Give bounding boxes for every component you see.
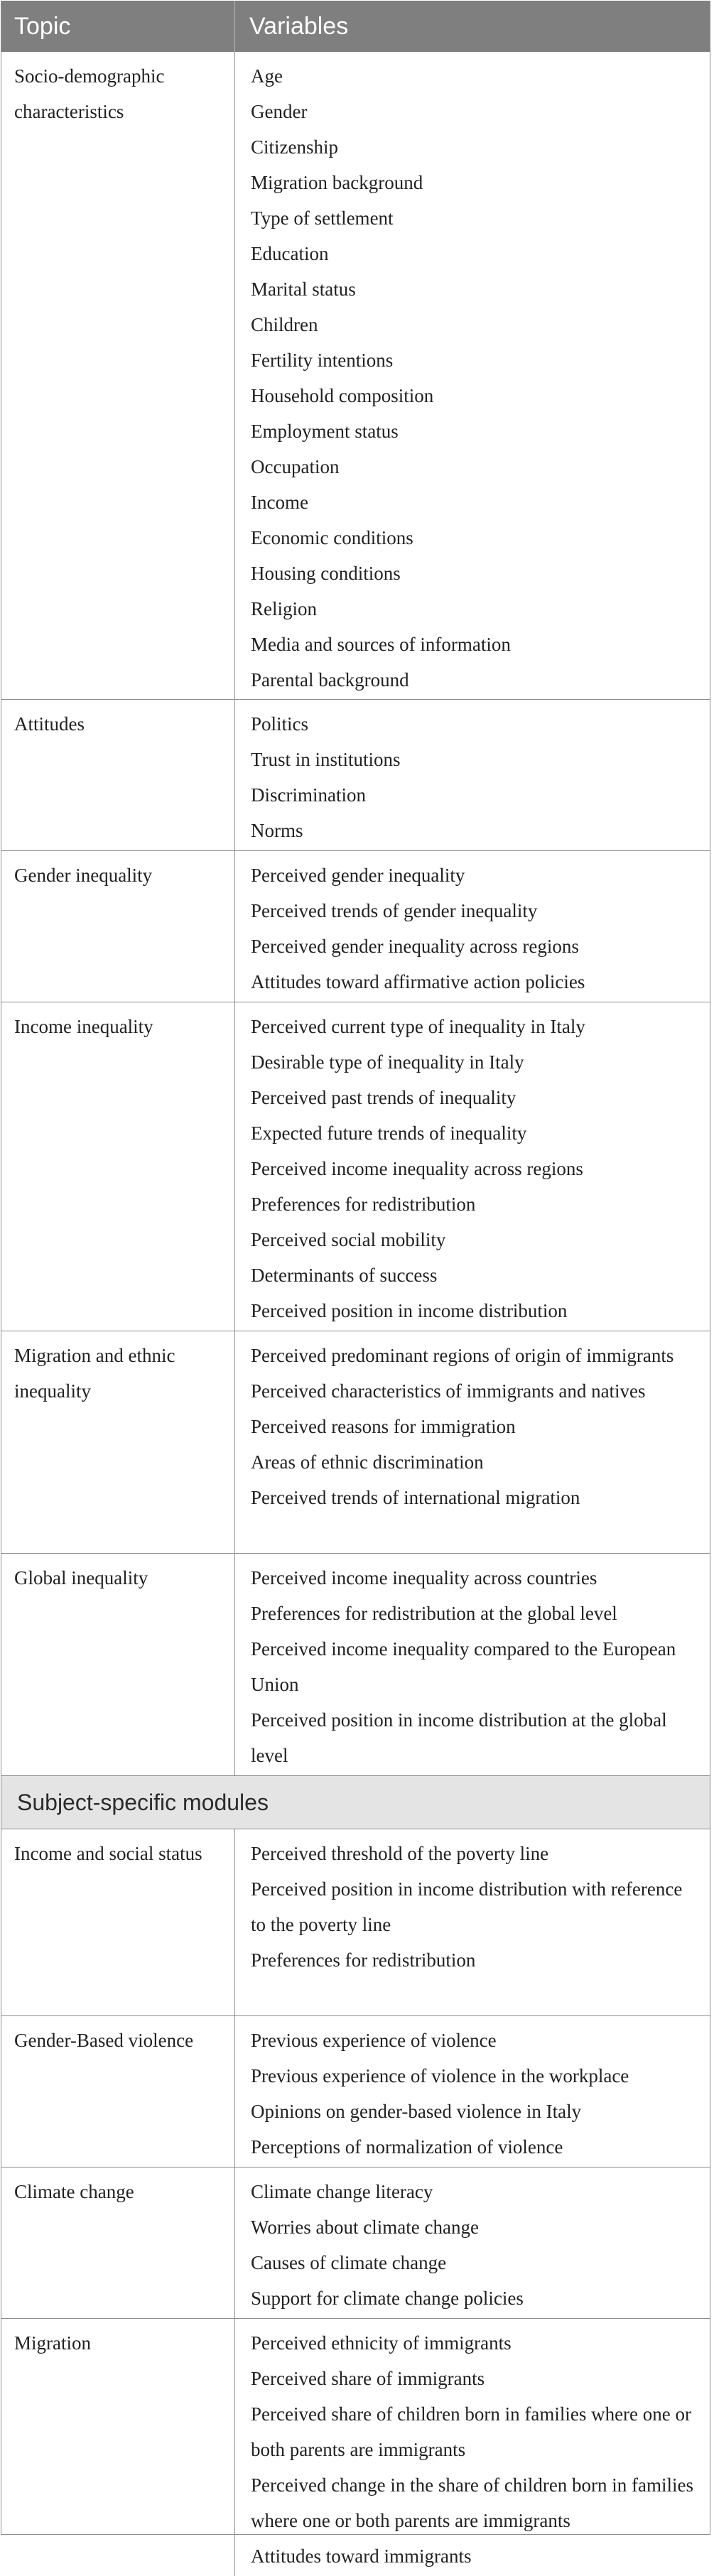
variable-item: Perceived change in the share of children born in families where one or both parents are immigrants [251,2474,694,2531]
variable-item: Perceptions of normalization of violence [251,2136,563,2158]
table-row [1,850,710,1002]
variable-item: Occupation [251,456,340,477]
variable-item: Education [251,243,329,264]
variables-cell [235,2319,710,2576]
variable-item: Causes of climate change [251,2252,447,2273]
variable-item: Preferences for redistribution at the global level [251,1603,617,1624]
variable-item: Media and sources of information [251,634,511,655]
table-header [1,1,710,52]
variables-table [1,1,710,2567]
variable-item: Perceived past trends of inequality [251,1087,516,1108]
variable-item: Perceived predominant regions of origin of immigrants [251,1345,674,1366]
variable-item: Previous experience of violence in the workplace [251,2065,629,2087]
variables-cell [235,2168,710,2318]
variable-item: Politics [251,713,309,735]
variable-item: Migration background [251,172,423,193]
topic-cell: Income and social status [1,1829,235,2015]
table-row [1,1829,710,2015]
variable-item: Gender [251,101,308,122]
module-rows [1,1829,710,2576]
variable-item: Economic conditions [251,527,413,548]
variable-item: Perceived gender inequality [251,865,465,886]
variables-cell [235,52,710,699]
variable-item: Religion [251,598,317,619]
variable-item: Perceived gender inequality across regions [251,936,579,957]
variable-item: Expected future trends of inequality [251,1122,527,1144]
variables-cell [235,1002,710,1331]
variable-item: Support for climate change policies [251,2288,524,2309]
variable-item: Perceived reasons for immigration [251,1416,516,1437]
table-row [1,1553,710,1775]
topic-cell: Global inequality [1,1554,235,1775]
variable-item: Perceived position in income distribution at the global level [251,1709,667,1766]
variable-item: Perceived income inequality compared to the European Union [251,1638,676,1695]
variable-item: Desirable type of inequality in Italy [251,1051,524,1073]
variable-item: Preferences for redistribution [251,1194,476,1215]
core-questionnaire-rows [1,52,710,1775]
variable-item: Discrimination [251,784,366,806]
topic-cell: Income inequality [1,1002,235,1331]
variable-item: Perceived characteristics of immigrants and natives [251,1380,646,1402]
variable-item: Perceived trends of international migration [251,1487,580,1508]
variable-item: Age [251,65,283,87]
variable-item: Perceived share of children born in families where one or both parents are immigrants [251,2403,692,2460]
variable-item: Household composition [251,385,434,406]
variable-item: Determinants of success [251,1265,438,1286]
variable-item: Perceived ethnicity of immigrants [251,2332,512,2354]
variable-item: Perceived threshold of the poverty line [251,1843,549,1864]
variable-item: Perceived income inequality across regions [251,1158,583,1179]
variables-cell [235,851,710,1002]
variables-cell [235,700,710,850]
variables-cell [235,2016,710,2167]
table-row [1,52,710,699]
variable-item: Type of settlement [251,207,394,229]
variable-item: Perceived trends of gender inequality [251,900,538,921]
variable-item: Housing conditions [251,563,401,584]
variables-cell [235,1331,710,1553]
variable-item: Perceived position in income distribution [251,1300,568,1321]
table-row [1,2015,710,2167]
variable-item: Parental background [251,669,409,691]
table-row [1,1331,710,1553]
topic-cell: Gender-Based violence [1,2016,235,2167]
variable-item: Perceived position in income distribution with reference to the poverty line [251,1878,683,1935]
variable-item: Perceived income inequality across countries [251,1567,597,1589]
variable-item: Citizenship [251,136,338,158]
topic-cell: Gender inequality [1,851,235,1002]
table-row [1,699,710,850]
variable-item: Climate change literacy [251,2181,433,2202]
variable-item: Perceived current type of inequality in Italy [251,1016,585,1037]
variable-item: Opinions on gender-based violence in Italy [251,2101,582,2122]
topic-cell: Migration and ethnic inequality [1,1331,235,1553]
variables-cell [235,1554,710,1775]
header-topic: Topic [1,1,235,52]
variable-item: Employment status [251,421,399,442]
variable-item: Fertility intentions [251,350,394,371]
table-row [1,2318,710,2576]
topic-cell: Socio-demographic characteristics [1,52,235,699]
variable-item: Income [251,492,308,513]
section-subject-specific-modules: Subject-specific modules [1,1775,710,1829]
variable-item: Marital status [251,278,356,300]
header-variables: Variables [249,12,349,40]
variables-cell [235,1829,710,2015]
variable-item: Worries about climate change [251,2217,479,2238]
topic-cell: Migration [1,2319,235,2576]
variable-item: Areas of ethnic discrimination [251,1451,484,1473]
variable-item: Perceived share of immigrants [251,2368,485,2389]
variable-item: Children [251,314,318,335]
variable-item: Attitudes toward affirmative action policies [251,971,585,992]
variable-item: Trust in institutions [251,749,401,770]
topic-cell: Attitudes [1,700,235,850]
variable-item: Attitudes toward immigrants [251,2545,472,2567]
variable-item: Norms [251,820,303,841]
variable-item: Previous experience of violence [251,2030,497,2051]
variable-item: Perceived social mobility [251,1229,446,1250]
table-row [1,1002,710,1331]
table-row [1,2167,710,2318]
topic-cell: Climate change [1,2168,235,2318]
variable-item: Preferences for redistribution [251,1949,476,1971]
